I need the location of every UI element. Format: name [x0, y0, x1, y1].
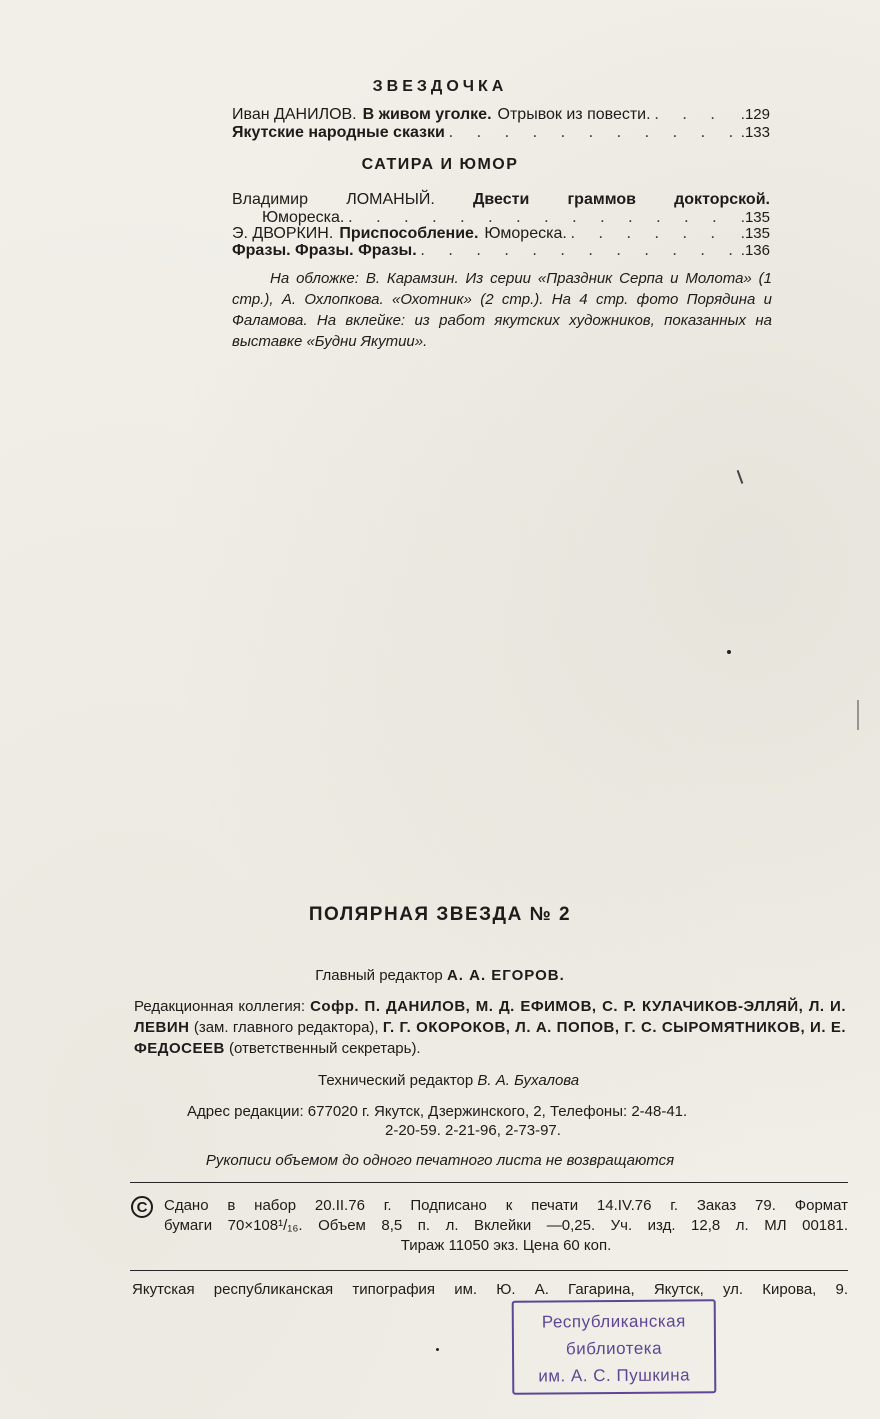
scratch-mark: [737, 470, 743, 484]
stamp-line-2: библиотека: [565, 1338, 663, 1359]
address-line-2: 2-20-59. 2-21-96, 2-73-97.: [385, 1122, 561, 1139]
technical-editor-label: Технический редактор: [318, 1072, 474, 1089]
stamp-line-3: им. А. С. Пушкина: [538, 1365, 691, 1386]
chief-editor-name: А. А. ЕГОРОВ.: [446, 967, 565, 984]
toc-entry-page: .129: [740, 106, 770, 123]
stamp-line-1: Республиканская: [541, 1311, 686, 1332]
toc-entry-title: Приспособление.: [339, 225, 479, 242]
chief-editor: [0, 967, 880, 984]
address-line-1: Адрес редакции: 677020 г. Якутск, Дзержинского, 2, Телефоны: 2-48-41.: [187, 1103, 688, 1120]
toc-leader-dots: [571, 225, 737, 243]
toc-entry-title: В живом уголке.: [362, 106, 492, 123]
imprint-block: [164, 1196, 848, 1256]
editorial-board: [134, 996, 846, 1059]
toc-entry-danilov: [232, 106, 770, 124]
cover-note: На обложке: В. Карамзин. Из серии «Праздник Серпа и Молота» (1 стр.), А. Охлопкова. «Охотник» (2 стр.). На 4 стр. фото Порядина и Фаламова. На вклейке: из работ якутских художников, показанных на выставке «Будни Якутии».: [232, 270, 772, 350]
toc-entry-dvorkin: [232, 225, 770, 243]
toc-entry-fairy-tales: [232, 124, 770, 142]
toc-leader-dots: [449, 124, 737, 142]
toc-entry-title: Фразы. Фразы. Фразы.: [232, 242, 417, 259]
editorial-board-note-2: (ответственный секретарь).: [229, 1040, 421, 1057]
scratch-mark: [857, 700, 859, 730]
editorial-board-members-2: Г. Г. ОКОРОКОВ, Л. А. ПОПОВ, Г. С. СЫРОМЯТНИКОВ, И. Е. ФЕДОСЕЕВ: [134, 1019, 847, 1057]
imprint-line-2: бумаги 70×108¹/₁₆. Объем 8,5 п. л. Вклейки —0,25. Уч. изд. 12,8 л. МЛ 00181.: [164, 1217, 848, 1234]
library-stamp: [512, 1299, 717, 1394]
magazine-title: ПОЛЯРНАЯ ЗВЕЗДА № 2: [308, 904, 572, 925]
toc-entry-page: .136: [740, 242, 770, 259]
divider-bottom: [130, 1270, 848, 1271]
imprint-line-1: Сдано в набор 20.II.76 г. Подписано к печати 14.IV.76 г. Заказ 79. Формат: [164, 1197, 848, 1214]
toc-section-heading-satire: САТИРА И ЮМОР: [361, 156, 519, 173]
toc-entry-author: Иван ДАНИЛОВ.: [232, 106, 357, 123]
imprint-line-3: Тираж 11050 экз. Цена 60 коп.: [400, 1237, 612, 1254]
divider-top: [130, 1182, 848, 1183]
toc-entry-page: .133: [740, 124, 770, 141]
printer-info: Якутская республиканская типография им. Ю. А. Гагарина, Якутск, ул. Кирова, 9.: [132, 1281, 848, 1298]
toc-entry-page: .135: [740, 209, 770, 226]
manuscripts-notice: Рукописи объемом до одного печатного листа не возвращаются: [205, 1152, 675, 1169]
toc-entry-phrases: [232, 242, 770, 260]
editorial-board-label: Редакционная коллегия:: [134, 998, 306, 1015]
toc-entry-desc: Отрывок из повести.: [497, 106, 651, 123]
toc-entry-author: Владимир ЛОМАНЫЙ.: [232, 191, 435, 208]
technical-editor-name: В. А. Бухалова: [477, 1072, 580, 1089]
ink-speck: [727, 650, 731, 654]
technical-editor: [318, 1072, 579, 1089]
ink-speck: [436, 1348, 439, 1351]
editorial-board-note-1: (зам. главного редактора),: [193, 1019, 379, 1036]
toc-section-heading-zvezdochka: ЗВЕЗДОЧКА: [372, 78, 508, 95]
toc-entry-author: Э. ДВОРКИН.: [232, 225, 334, 242]
toc-entry-desc: Юмореска.: [484, 225, 567, 242]
toc-leader-dots: [655, 106, 737, 124]
toc-entry-page: .135: [740, 225, 770, 242]
toc-entry-title: Двести граммов докторской.: [473, 191, 770, 208]
editorial-address: [187, 1102, 787, 1140]
chief-editor-label: Главный редактор: [315, 967, 443, 984]
toc-entry-title: Якутские народные сказки: [232, 124, 445, 141]
toc-entry-desc: Юмореска.: [262, 209, 345, 226]
toc-leader-dots: [421, 242, 737, 260]
copyright-icon: C: [131, 1196, 153, 1218]
editorial-board-members-1: Софр. П. ДАНИЛОВ, М. Д. ЕФИМОВ, С. Р. КУЛАЧИКОВ-ЭЛЛЯЙ, Л. И. ЛЕВИН: [134, 998, 846, 1036]
toc-entry-lomany: [232, 191, 770, 209]
